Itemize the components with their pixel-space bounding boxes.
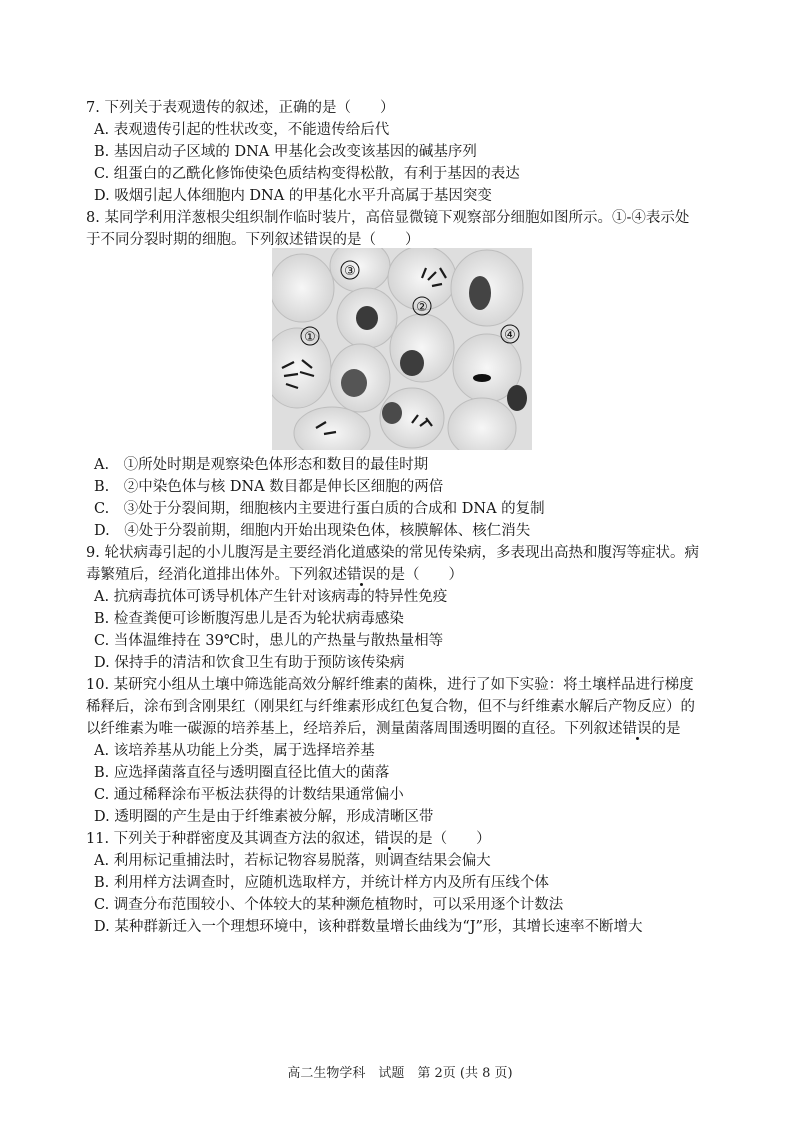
question-9-stem-end: 的是（ ） [376,567,463,583]
question-10 [86,674,726,828]
question-8 [86,207,726,251]
cell-nucleus-prophase [469,276,491,310]
question-7-option-a: A. 表观遗传引起的性状改变，不能遗传给后代 [94,122,390,138]
question-9-option-a: A. 抗病毒抗体可诱导机体产生针对该病毒的特异性免疫 [94,589,448,605]
question-9 [86,542,726,674]
emphasis-word: 错误 [374,831,404,847]
question-10-stem-line-1: 10. 某研究小组从土壤中筛选能高效分解纤维素的菌株，进行了如下实验：将土壤样品进行梯度 [86,677,694,693]
emphasis-word: 错误 [622,721,652,737]
emphasis-word: 错误 [347,567,376,583]
question-9-stem-line-2 [86,564,726,586]
question-11 [86,828,726,938]
question-10-stem-line-3 [86,718,726,740]
micrograph-image [272,248,532,450]
question-11-option-a: A. 利用标记重捕法时，若标记物容易脱落，则调查结果会偏大 [94,853,491,869]
emphasis-word: 错误 [303,232,333,248]
page-footer: 高二生物学科 试题 第 2页 (共 8 页) [287,1066,513,1081]
question-8-option-a: A. ①所处时期是观察染色体形态和数目的最佳时期 [94,457,429,473]
figure-label-3: ③ [344,264,356,279]
question-8-stem-end: 的是（ ） [332,232,420,248]
question-8-options [86,454,726,542]
question-8-stem-text: 于不同分裂时期的细胞。下列叙述 [86,232,304,248]
question-10-option-d: D. 透明圈的产生是由于纤维素被分解，形成清晰区带 [94,809,434,825]
question-8-option-c: C. ③处于分裂间期，细胞核内主要进行蛋白质的合成和 DNA 的复制 [94,501,545,517]
question-9-option-c: C. 当体温维持在 39℃时，患儿的产热量与散热量相等 [94,633,444,649]
cell-nucleus [382,402,402,424]
question-8-option-b: B. ②中染色体与核 DNA 数目都是伸长区细胞的两倍 [94,479,444,495]
cell-nucleus [341,369,367,397]
question-11-option-c: C. 调查分布范围较小、个体较大的某种濒危植物时，可以采用逐个计数法 [94,897,564,913]
question-10-option-a: A. 该培养基从功能上分类，属于选择培养基 [94,743,375,759]
question-7 [86,97,726,207]
question-11-stem-end: 的是（ ） [403,831,491,847]
question-7-option-d: D. 吸烟引起人体细胞内 DNA 的甲基化水平升高属于基因突变 [94,188,492,204]
question-10-option-c: C. 通过稀释涂布平板法获得的计数结果通常偏小 [94,787,404,803]
question-7-stem: 7. 下列关于表观遗传的叙述，正确的是（ ） [86,100,395,116]
cell-nucleus [507,385,527,411]
question-7-option-b: B. 基因启动子区域的 DNA 甲基化会改变该基因的碱基序列 [94,144,477,160]
question-11-stem [86,828,726,850]
question-10-stem-line-2: 稀释后，涂布到含刚果红（刚果红与纤维素形成红色复合物，但不与纤维素水解后产物反应）的 [86,699,695,715]
question-9-option-d: D. 保持手的清洁和饮食卫生有助于预防该传染病 [94,655,405,671]
question-8-stem-line-1: 8. 某同学利用洋葱根尖组织制作临时装片，高倍显微镜下观察部分细胞如图所示。①-④表示处 [86,210,690,226]
question-7-option-c: C. 组蛋白的乙酰化修饰使染色质结构变得松散，有利于基因的表达 [94,166,520,182]
question-8-option-d: D. ④处于分裂前期，细胞内开始出现染色体，核膜解体、核仁消失 [94,523,531,539]
question-10-stem-end: 的是 [651,721,681,737]
cell-nucleus [400,350,424,376]
question-10-option-b: B. 应选择菌落直径与透明圈直径比值大的菌落 [94,765,390,781]
metaphase-plate [473,374,491,382]
question-11-option-d: D. 某种群新迁入一个理想环境中，该种群数量增长曲线为“J”形，其增长速率不断增大 [94,919,643,935]
figure-label-1: ① [304,330,316,345]
onion-root-tip-micrograph [272,248,532,450]
question-9-stem-text: 毒繁殖后，经消化道排出体外。下列叙述 [86,567,347,583]
question-9-option-b: B. 检查粪便可诊断腹泻患儿是否为轮状病毒感染 [94,611,404,627]
question-10-stem-text: 以纤维素为唯一碳源的培养基上，经培养后，测量菌落周围透明圈的直径。下列叙述 [86,721,623,737]
figure-label-4: ④ [504,328,516,343]
cell-nucleus [356,306,378,330]
question-11-option-b: B. 利用样方法调查时，应随机选取样方，并统计样方内及所有压线个体 [94,875,549,891]
question-9-stem-line-1: 9. 轮状病毒引起的小儿腹泻是主要经消化道感染的常见传染病，多表现出高热和腹泻等症状。病 [86,545,699,561]
question-11-stem-text: 11. 下列关于种群密度及其调查方法的叙述， [86,831,375,847]
figure-label-2: ② [416,300,428,315]
